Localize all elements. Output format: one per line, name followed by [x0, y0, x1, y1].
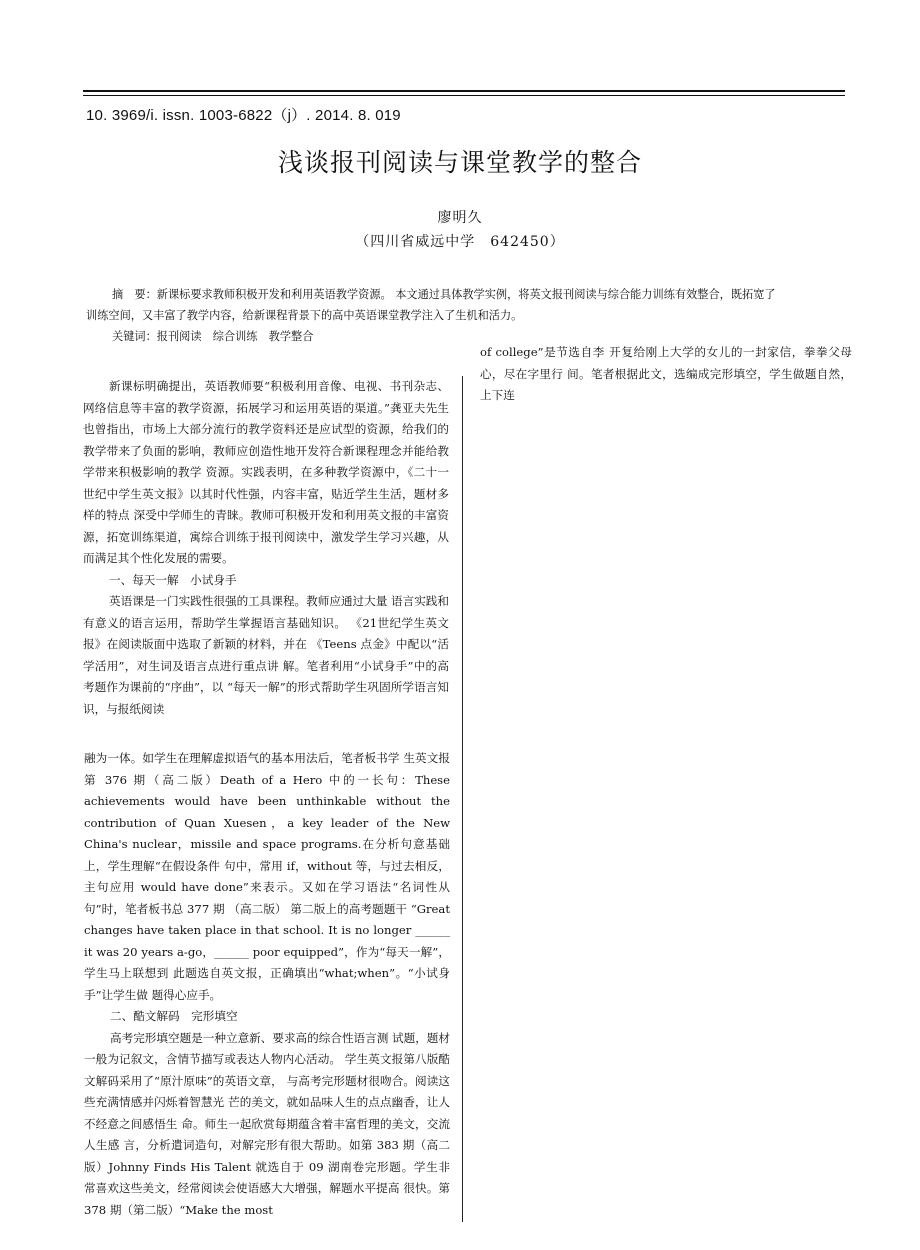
body-paragraph: 英语课是一门实践性很强的工具课程。教师应通过大量 语言实践和有意义的语言运用，帮助学生掌握语言基础知识。 《21世纪学生英文报》在阅读版面中选取了新颖的材料，并在 《Teens 点金》中配以“活学活用”，对生词及语言点进行重点讲 解。笔者利用“小试身手”中的高考题作为课前的“序曲”，以 “每天一解”的形式帮助学生巩固所学语言知识，与报纸阅读	[83, 594, 450, 716]
section-heading: 二、酷文解码 完形填空	[110, 1009, 238, 1023]
body-paragraph: of college”是节选自李 开复给刚上大学的女儿的一封家信，拳拳父母心，尽在字里行 间。笔者根据此文，选编成完形填空，学生做题自然，上下连	[480, 345, 852, 402]
author-affiliation: （四川省威远中学 642450）	[355, 234, 565, 250]
left-column-lower	[84, 748, 450, 1221]
left-column-upper	[83, 376, 449, 720]
header-rule-bottom	[83, 95, 845, 96]
right-column	[480, 342, 852, 407]
article-author: 廖明久	[437, 210, 483, 226]
keywords: 关键词：报刊阅读 综合训练 教学整合	[112, 330, 314, 343]
intro-paragraph: 新课标明确提出，英语教师要“积极利用音像、电视、书刊杂志、网络信息等丰富的教学资源，拓展学习和运用英语的渠道。”龚亚夫先生也曾指出，市场上大部分流行的教学资料还是应试型的资源，给我们的教学带来了负面的影响，教师应创造性地开发符合新课程理念并能给教学带来积极影响的教学 资源。实践表明，在多种教学资源中，《二十一世纪中学生英文报》以其时代性强，内容丰富，贴近学生生活，题材多样的特点 深受中学师生的青睐。教师可积极开发和利用英文报的丰富资源，拓宽训练渠道，寓综合训练于报刊阅读中，激发学生学习兴趣，从而满足其个性化发展的需要。	[83, 379, 449, 565]
body-paragraph: 高考完形填空题是一种立意新、要求高的综合性语言测 试题，题材一般为记叙文，含情节描写或表达人物内心活动。 学生英文报第八版酷文解码采用了“原汁原味”的英语文章， 与高考完形题材很吻合。阅读这些充满情感并闪烁着智慧光 芒的美文，就如品味人生的点点幽香，让人不经意之间感悟生 命。师生一起欣赏每期蕴含着丰富哲理的美文，交流人生感 言，分析遣词造句，对解完形有很大帮助。如第 383 期（高二 版）Johnny Finds His Talent 就选自于 09 湖南卷完形题。学生非 常喜欢这些美文，经常阅读会使语感大大增强，解题水平提高 很快。第 378 期（第二版）“Make the most	[84, 1030, 451, 1217]
column-divider	[462, 376, 463, 1222]
abstract: 摘 要：新课标要求教师积极开发和利用英语教学资源。 本文通过具体教学实例，将英文报刊阅读与综合能力训练有效整合，既拓宽了训练空间，又丰富了教学内容，给新课程背景下的高中英语课堂教学注入了生机和活力。	[86, 288, 776, 322]
article-title: 浅谈报刊阅读与课堂教学的整合	[277, 148, 642, 177]
doi-line: 10. 3969/i. issn. 1003-6822（j）. 2014. 8. 019	[86, 107, 401, 124]
section-heading: 一、每天一解 小试身手	[109, 572, 237, 587]
body-paragraph: 融为一体。如学生在理解虚拟语气的基本用法后，笔者板书学 生英文报第 376 期（高二版）Death of a Hero 中的一长句：These achievements would have been unthinkable without the contribution of Quan Xuesen，a key leader of the New China's nuclear，missile and space programs.在分析句意基础上，学生理解“在假设条件 句中，常用 if，without 等，与过去相反，主句应用 would have done”来表示。又如在学习语法“名词性从句”时，笔者板书总 377 期 （高二版） 第二版上的高考题题干 “Great changes have taken place in that school. It is no longer ______ it was 20 years a-go，______ poor equipped”，作为“每天一解”，学生马上联想到 此题选自英文报，正确填出“what;when”。“小试身手”让学生做 题得心应手。	[84, 751, 450, 1002]
header-rule-top	[83, 90, 845, 92]
